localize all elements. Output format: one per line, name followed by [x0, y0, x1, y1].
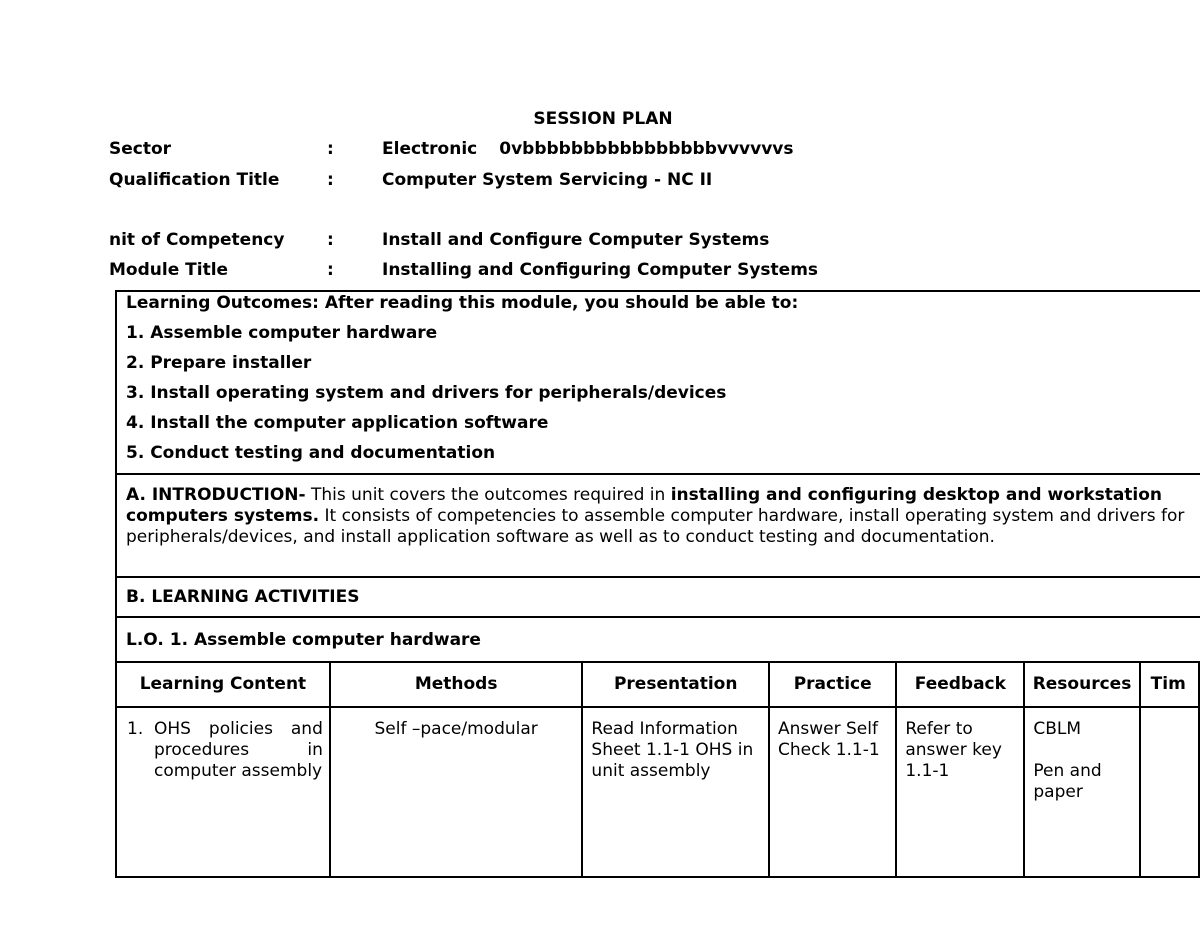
header-time: Tim: [1140, 662, 1199, 707]
cell-methods: Self –pace/modular: [330, 707, 583, 877]
outcome-item: 5. Conduct testing and documentation: [126, 443, 496, 463]
introduction-box: [115, 473, 1200, 576]
header-practice: Practice: [769, 662, 896, 707]
introduction-text-cont: It consists of competencies to assemble computer hardware, install operating system and drivers for peripherals/devices, and install application software as well as to conduct testing and documentation.: [126, 506, 1185, 547]
meta-value-main: Electronic: [382, 139, 478, 159]
meta-value-extra: 0vbbbbbbbbbbbbbbbbvvvvvvs: [499, 139, 794, 159]
learning-outcomes-box: [115, 290, 1200, 473]
header-resources-text: Resources: [1032, 674, 1132, 694]
meta-label: nit of Competency: [109, 230, 285, 250]
header-methods: Methods: [330, 662, 583, 707]
meta-colon: :: [327, 170, 334, 190]
lo1-label: L.O. 1. Assemble computer hardware: [126, 630, 481, 650]
cell-time: [1140, 707, 1199, 877]
header-presentation: Presentation: [582, 662, 769, 707]
learning-activities-label: B. LEARNING ACTIVITIES: [126, 587, 360, 607]
meta-value: Computer System Servicing - NC II: [382, 170, 713, 190]
content-number: 1.: [127, 719, 144, 739]
meta-colon: :: [327, 260, 334, 280]
meta-value: Installing and Configuring Computer Systems: [382, 260, 819, 280]
lo1-box: [115, 616, 1200, 662]
cell-presentation: Read Information Sheet 1.1-1 OHS in unit assembly: [582, 707, 769, 877]
meta-label: Qualification Title: [109, 170, 280, 190]
cell-practice: Answer Self Check 1.1-1: [769, 707, 896, 877]
outcome-item: 2. Prepare installer: [126, 353, 312, 373]
learning-activities-box: [115, 576, 1200, 616]
meta-label: Sector: [109, 139, 172, 159]
table-row: [116, 707, 1199, 877]
meta-colon: :: [327, 230, 334, 250]
resource-item: CBLM: [1033, 719, 1082, 739]
introduction-label: A. INTRODUCTION-: [126, 485, 306, 505]
cell-learning-content: [116, 707, 330, 877]
outcome-item: 3. Install operating system and drivers for peripherals/devices: [126, 383, 727, 403]
table-header-row: [116, 662, 1199, 707]
header-resources: [1024, 662, 1139, 707]
header-feedback: Feedback: [896, 662, 1024, 707]
outcome-item: 1. Assemble computer hardware: [126, 323, 438, 343]
header-learning-content: Learning Content: [116, 662, 330, 707]
cell-resources: [1024, 707, 1139, 877]
activities-table: [115, 661, 1200, 878]
cell-feedback: Refer to answer key 1.1-1: [896, 707, 1024, 877]
content-text: OHS policies and procedures in computer assembly: [154, 719, 323, 781]
introduction-paragraph: [117, 475, 1200, 556]
outcome-item: 4. Install the computer application software: [126, 413, 549, 433]
page-title: SESSION PLAN: [533, 109, 673, 129]
learning-outcomes-heading: Learning Outcomes: After reading this module, you should be able to:: [126, 293, 799, 313]
meta-colon: :: [327, 139, 334, 159]
introduction-bold: installing and configuring desktop and workstation computers systems.: [126, 485, 1163, 526]
content-item: [117, 719, 329, 782]
resource-item: Pen and paper: [1033, 761, 1102, 802]
introduction-text: This unit covers the outcomes required in: [305, 485, 671, 505]
meta-label: Module Title: [109, 260, 229, 280]
meta-value: Install and Configure Computer Systems: [382, 230, 770, 250]
meta-value: [382, 139, 793, 159]
